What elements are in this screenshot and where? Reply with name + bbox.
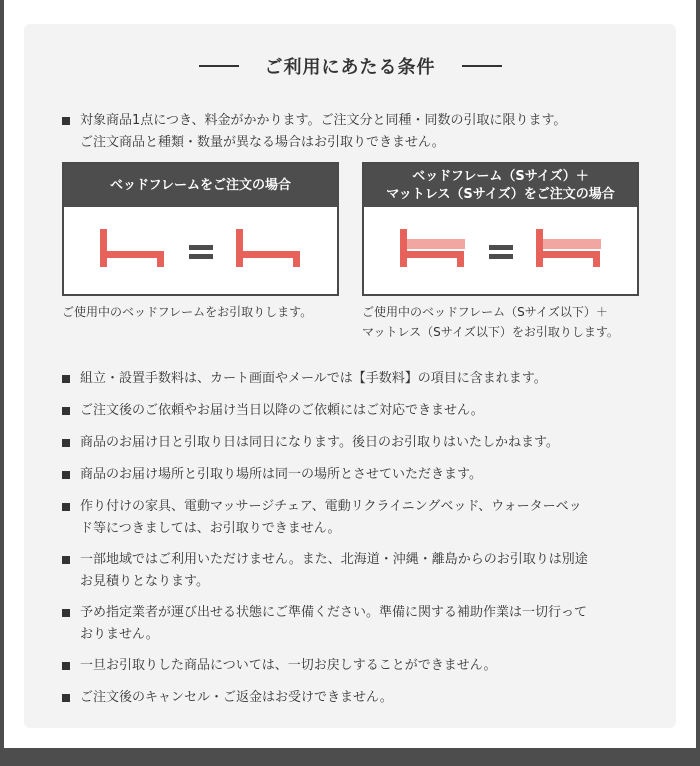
condition-text: 予め指定業者が運び出せる状態にご準備ください。準備に関する補助作業は一切行って [80,605,588,620]
page-title: ご利用にあたる条件 [264,57,436,78]
bed-and-mattress-card [362,162,639,296]
condition-item [62,549,642,593]
card-header [64,164,337,207]
caption-line-1: ご使用中のベッドフレーム（Sサイズ以下）＋ [362,305,608,319]
condition-item [62,687,642,709]
condition-item [62,400,642,422]
condition-text-cont: おりません。 [80,627,159,642]
caption-line-2: マットレス（Sサイズ以下）をお引取りします。 [362,325,619,339]
condition-item [62,655,642,677]
bullet-square-icon [62,503,70,511]
condition-item [62,432,642,454]
bed-frame-caption [62,302,312,322]
condition-text-cont: ド等につきましては、お引取りできません。 [80,521,341,536]
bullet-square-icon [62,662,70,670]
card-title-line-1: ベッドフレーム（Sサイズ）＋ [412,168,589,184]
bullet-square-icon [62,407,70,415]
heading-rule-right [462,65,502,67]
condition-item [62,602,642,646]
bed-with-mattress-icon [536,229,601,267]
intro-item [62,110,642,154]
bullet-square-icon [62,439,70,447]
condition-text: 作り付けの家具、電動マッサージチェア、電動リクライニングベッド、ウォーターベッ [80,499,582,514]
condition-text: 商品のお届け日と引取り日は同日になります。後日のお引取りはいたしかねます。 [80,435,559,450]
bed-with-mattress-icon [400,229,465,267]
intro-line-1: 対象商品1点につき、料金がかかります。ご注文分と同種・同数の引取に限ります。 [80,113,567,128]
condition-text-cont: お見積りとなります。 [80,574,209,589]
bullet-square-icon [62,471,70,479]
condition-text: ご注文後のキャンセル・ご返金はお受けできません。 [80,690,393,705]
card-header [364,164,637,207]
caption-line-1: ご使用中のベッドフレームをお引取りします。 [62,305,313,319]
bullet-square-icon [62,117,70,125]
card-body [364,207,637,294]
bullet-square-icon [62,694,70,702]
equals-icon [489,245,513,259]
bed-and-mattress-caption [362,302,619,342]
bed-frame-card [62,162,339,296]
intro-line-2: ご注文商品と種類・数量が異なる場合はお引取りできません。 [80,135,445,150]
card-title-line-2: マットレス（Sサイズ）をご注文の場合 [386,186,615,202]
condition-text: 一旦お引取りした商品については、一切お戻しすることができません。 [80,658,497,673]
bed-frame-icon [236,229,300,267]
equals-icon [189,245,213,259]
condition-text: 一部地域ではご利用いただけません。また、北海道・沖縄・離島からのお引取りは別途 [80,552,588,567]
card-body [64,207,337,294]
bed-frame-icon [100,229,164,267]
section-heading [0,52,700,80]
condition-text: 組立・設置手数料は、カート画面やメールでは【手数料】の項目に含まれます。 [80,371,547,386]
condition-item [62,368,642,390]
condition-text: ご注文後のご依頼やお届け当日以降のご依頼にはご対応できません。 [80,403,484,418]
bullet-square-icon [62,609,70,617]
heading-rule-left [199,65,239,67]
condition-item [62,496,642,540]
bullet-square-icon [62,556,70,564]
bullet-square-icon [62,375,70,383]
card-title-line-1: ベッドフレームをご注文の場合 [109,177,292,193]
condition-item [62,464,642,486]
condition-text: 商品のお届け場所と引取り場所は同一の場所とさせていただきます。 [80,467,482,482]
